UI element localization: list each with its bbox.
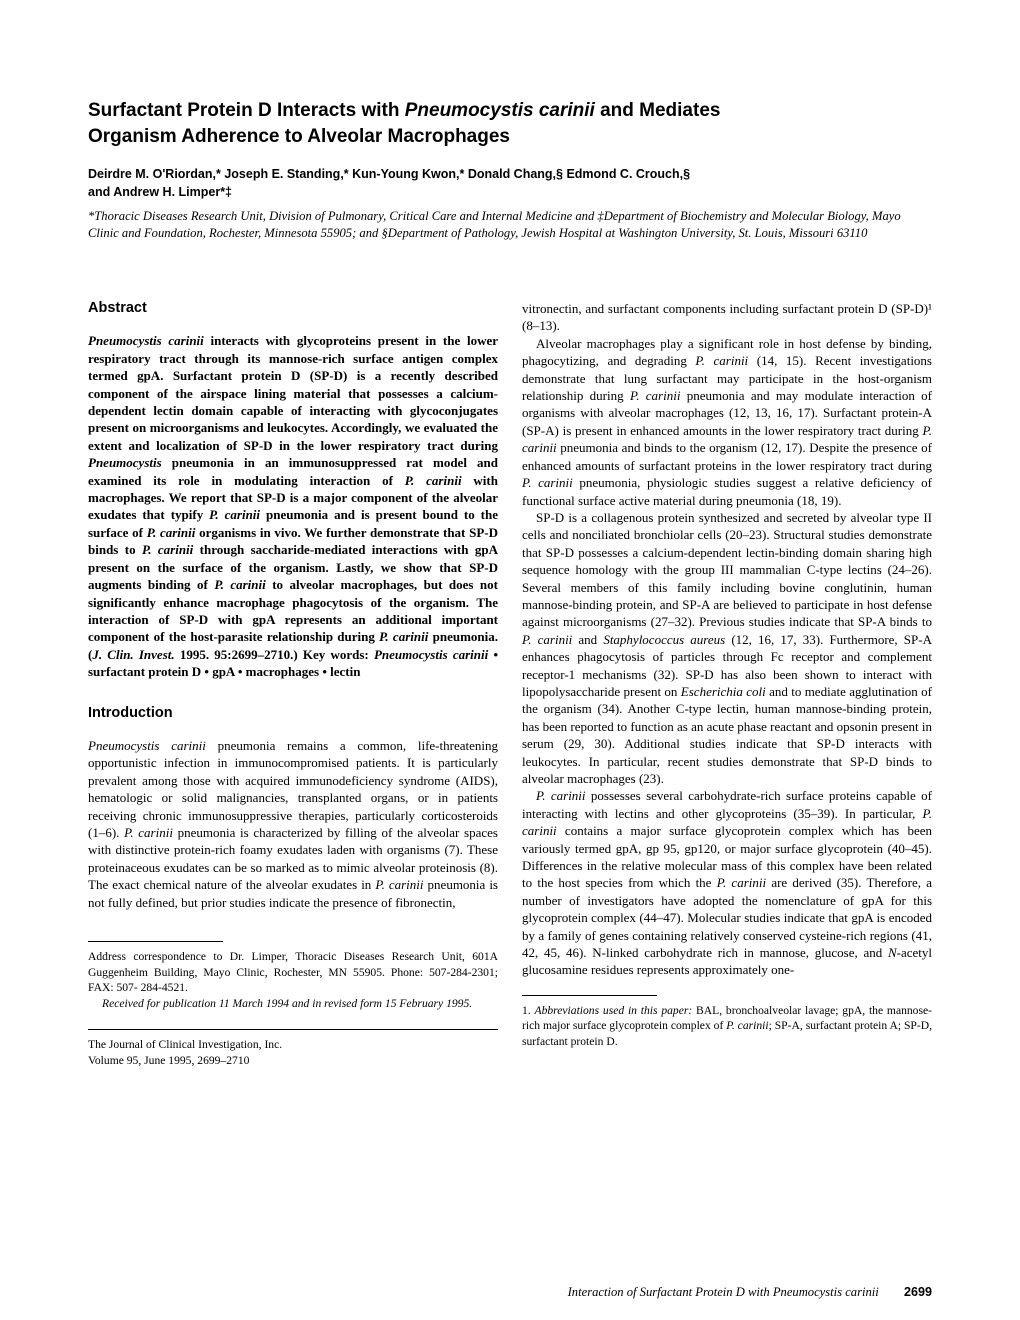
running-title: Interaction of Surfactant Protein D with Pneumocystis carinii [567,1285,879,1299]
abstract-heading: Abstract [88,300,147,317]
right-column [522,300,932,1068]
page-footer [568,1285,932,1300]
abstract-text: Pneumocystis carinii interacts with glycoproteins present in the lower respiratory tract through its mannose-rich surface antigen complex termed gpA. Surfactant protein D (SP-D) is a recently described component of the airspace lining material that possesses a calcium-dependent lectin domain capable of interacting with glycoconjugates present on microorganisms and leukocytes. Accordingly, we evaluated the extent and localization of SP-D in the lower respiratory tract during Pneumocystis pneumonia in an immunosuppressed rat model and examined its role in modulating interaction of P. carinii with macrophages. We report that SP-D is a major component of the alveolar exudates that typify P. carinii pneumonia and is present bound to the surface of P. carinii organisms in vivo. We further demonstrate that SP-D binds to P. carinii through saccharide-mediated interactions with gpA present on the surface of the organism. Lastly, we show that SP-D augments binding of P. carinii to alveolar macrophages, but does not significantly enhance macrophage phagocytosis of the organism. The interaction of SP-D with gpA represents an additional important component of the host-parasite relationship during P. carinii pneumonia. (J. Clin. Invest. 1995. 95:2699–2710.) Key words: Pneumocystis carinii • surfactant protein D • gpA • macrophages • lectin [88,333,498,680]
left-column [88,300,498,1068]
body-paragraph: SP-D is a collagenous protein synthesized and secreted by alveolar type II cells and nonciliated bronchiolar cells (20–23). Structural studies demonstrate that SP-D possesses a calcium-dependent lectin-binding domain sharing high sequence homology with the group III mammalian C-type lectins (24–26). Several members of this family including bovine conglutinin, human mannose-binding protein, and SP-A are believed to participate in host defense against microorganisms (27–32). Previous studies indicate that SP-A binds to P. carinii and Staphylococcus aureus (12, 16, 17, 33). Furthermore, SP-A enhances phagocytosis of particles through Fc receptor and complement receptor-1 mechanisms (32). SP-D has also been shown to interact with lipopolysaccharide present on Escherichia coli and to mediate agglutination of the organism (34). Another C-type lectin, human mannose-binding protein, has been reported to function as an acute phase reactant and opsonin present in serum (29, 30). Additional studies indicate that SP-D interacts with leukocytes. In particular, recent studies demonstrate that SP-D binds to alveolar macrophages (23). [522,509,932,786]
body-paragraph: Alveolar macrophages play a significant role in host defense by binding, phagocytizing, and degrading P. carinii (14, 15). Recent investigations demonstrate that lung surfactant may participate in the host-organism relationship during P. carinii pneumonia and may modulate interaction of organisms with alveolar macrophages (12, 13, 16, 17). Surfactant protein-A (SP-A) is present in enhanced amounts in the lower respiratory tract during P. carinii pneumonia and binds to the organism (12, 17). Despite the presence of enhanced amounts of surfactant proteins in the lower respiratory tract during P. carinii pneumonia, physiologic studies suggest a relative deficiency of functional surface active material during pneumonia (18, 19). [522,335,933,508]
abbreviations-rule [522,995,657,996]
affiliations: *Thoracic Diseases Research Unit, Division of Pulmonary, Critical Care and Internal Medicine and ‡Department of Biochemistry and Molecular Biology, Mayo Clinic and Foundation, Rochester, Minnesota 55905; and §Department of Pathology, Jewish Hospital at Washington University, St. Louis, Missouri 63110 [88,209,901,241]
correspondence-note: Address correspondence to Dr. Limper, Thoracic Diseases Research Unit, 601A Guggenheim Building, Mayo Clinic, Rochester, MN 55905. Phone: 507-284-2301; FAX: 507- 284-4521. [88,950,498,995]
abbreviations-footnote: 1. Abbreviations used in this paper: BAL, bronchoalveolar lavage; gpA, the mannose-rich major surface glycoprotein complex of P. carinii; SP-A, surfactant protein A; SP-D, surfactant protein D. [522,1003,932,1048]
footnote-rule [88,941,223,942]
journal-volume: Volume 95, June 1995, 2699–2710 [88,1053,250,1067]
received-note: Received for publication 11 March 1994 and in revised form 15 February 1995. [102,996,473,1010]
body-paragraph: vitronectin, and surfactant components including surfactant protein D (SP-D)¹ (8–13). [522,301,932,334]
article-header [88,98,932,242]
introduction-paragraph: Pneumocystis carinii pneumonia remains a common, life-threatening opportunistic infection in immunocompromised patients. It is particularly prevalent among those with acquired immunodeficiency syndrome (AIDS), hematologic or solid malignancies, transplanted organs, or in patients receiving chronic immunosuppressive therapies, particularly corticosteroids (1–6). P. carinii pneumonia is characterized by filling of the alveolar spaces with distinctive protein-rich foamy exudates laden with organisms (7). These proteinaceous exudates can be so marked as to mimic alveolar proteinosis (8). The exact chemical nature of the alveolar exudates in P. carinii pneumonia is not fully defined, but prior studies indicate the presence of fibronectin, [88,737,498,910]
introduction-heading: Introduction [88,704,173,721]
author-list: Deirdre M. O'Riordan,* Joseph E. Standing,* Kun-Young Kwon,* Donald Chang,§ Edmond C. Crouch,§ and Andrew H. Limper*‡ [88,167,691,199]
article-body [88,300,932,1068]
body-paragraph: P. carinii possesses several carbohydrate-rich surface proteins capable of interacting with lectins and other glycoproteins (35–39). In particular, P. carinii contains a major surface glycoprotein complex which has been variously termed gpA, gp 95, gp120, or major surface glycoprotein (40–45). Differences in the relative molecular mass of this complex have been related to the host species from which the P. carinii are derived (35). Therefore, a number of investigators have adopted the nomenclature of gpA for this glycoprotein complex (44–47). Molecular studies indicate that gpA is encoded by a family of genes containing relatively conserved cysteine-rich regions (41, 42, 45, 46). N-linked carbohydrate rich in mannose, glucose, and N-acetyl glucosamine residues represents approximately one- [522,788,933,978]
journal-rule [88,1029,498,1030]
page-number: 2699 [903,1285,932,1299]
article-title: Surfactant Protein D Interacts with Pneumocystis carinii and Mediates Organism Adherence to Alveolar Macrophages [88,100,721,147]
journal-name: The Journal of Clinical Investigation, Inc. [88,1038,283,1052]
